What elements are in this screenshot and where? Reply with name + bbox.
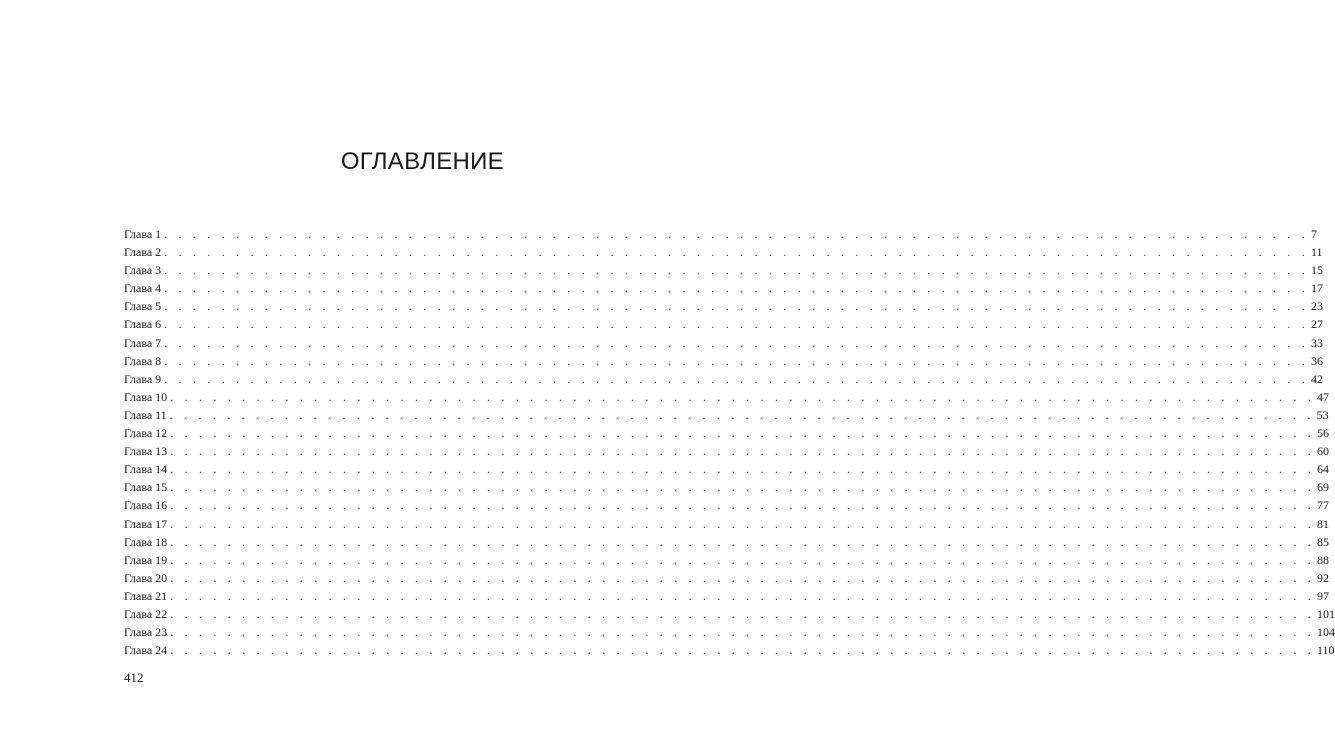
toc-entry — [124, 643, 1335, 661]
toc-entry — [124, 625, 1335, 643]
dot-leader: . . . . . . . . . . . . . . . . . . . . . . . . . . . . . . . . . . . . . . . . . . . . . . . . . . . . . . . . . . . . . . . . . . . . . . . . . . . . . . . . — [164, 227, 1309, 241]
toc-entry-page: 101 — [1317, 606, 1335, 621]
toc-entry-label: Глава 17 — [124, 516, 168, 531]
toc-entry-label: Глава 11 — [124, 407, 167, 422]
toc-entry-label: Глава 7 — [124, 335, 162, 350]
toc-entry — [124, 516, 1329, 535]
toc-entry-page: 56 — [1317, 426, 1329, 441]
toc-entry — [124, 317, 1323, 335]
dot-leader: . . . . . . . . . . . . . . . . . . . . . . . . . . . . . . . . . . . . . . . . . . . . . . . . . . . . . . . . . . . . . . . . . . . . . . . . . . . . . . . . — [170, 516, 1315, 531]
dot-leader: . . . . . . . . . . . . . . . . . . . . . . . . . . . . . . . . . . . . . . . . . . . . . . . . . . . . . . . . . . . . . . . . . . . . . . . . . . . . . . . . — [164, 353, 1309, 368]
toc-entry-label: Глава 8 — [124, 353, 162, 368]
toc-entry-label: Глава 4 — [124, 281, 162, 296]
toc-entry-page: 47 — [1317, 389, 1329, 404]
dot-leader: . . . . . . . . . . . . . . . . . . . . . . . . . . . . . . . . . . . . . . . . . . . . . . . . . . . . . . . . . . . . . . . . . . . . . . . . . . . . . . . . — [170, 606, 1315, 621]
toc-entry-label: Глава 5 — [124, 299, 162, 314]
toc-entry — [124, 498, 1329, 516]
dot-leader: . . . . . . . . . . . . . . . . . . . . . . . . . . . . . . . . . . . . . . . . . . . . . . . . . . . . . . . . . . . . . . . . . . . . . . . . . . . . . . . . — [170, 426, 1315, 441]
toc-entry — [124, 444, 1329, 462]
toc-entry — [124, 389, 1329, 408]
toc-entry-page: 11 — [1311, 245, 1323, 260]
toc-entry — [124, 353, 1323, 372]
toc-entry-page: 85 — [1317, 534, 1329, 549]
toc-entry — [124, 407, 1329, 426]
dot-leader: . . . . . . . . . . . . . . . . . . . . . . . . . . . . . . . . . . . . . . . . . . . . . . . . . . . . . . . . . . . . . . . . . . . . . . . . . . . . . . . . — [169, 407, 1315, 422]
toc-entry — [124, 534, 1329, 553]
toc-entry-label: Глава 3 — [124, 263, 162, 278]
dot-leader: . . . . . . . . . . . . . . . . . . . . . . . . . . . . . . . . . . . . . . . . . . . . . . . . . . . . . . . . . . . . . . . . . . . . . . . . . . . . . . . . — [164, 317, 1309, 332]
dot-leader: . . . . . . . . . . . . . . . . . . . . . . . . . . . . . . . . . . . . . . . . . . . . . . . . . . . . . . . . . . . . . . . . . . . . . . . . . . . . . . . . — [164, 263, 1309, 278]
table-of-contents — [124, 227, 1335, 661]
toc-entry-label: Глава 13 — [124, 444, 168, 459]
dot-leader: . . . . . . . . . . . . . . . . . . . . . . . . . . . . . . . . . . . . . . . . . . . . . . . . . . . . . . . . . . . . . . . . . . . . . . . . . . . . . . . . — [164, 371, 1309, 386]
toc-entry — [124, 281, 1323, 299]
dot-leader: . . . . . . . . . . . . . . . . . . . . . . . . . . . . . . . . . . . . . . . . . . . . . . . . . . . . . . . . . . . . . . . . . . . . . . . . . . . . . . . . — [170, 389, 1315, 404]
toc-entry-label: Глава 6 — [124, 317, 162, 332]
toc-entry — [124, 426, 1329, 444]
toc-entry-label: Глава 20 — [124, 570, 168, 585]
toc-entry-page: 104 — [1317, 625, 1335, 640]
dot-leader: . . . . . . . . . . . . . . . . . . . . . . . . . . . . . . . . . . . . . . . . . . . . . . . . . . . . . . . . . . . . . . . . . . . . . . . . . . . . . . . . — [170, 552, 1315, 567]
toc-entry-page: 69 — [1317, 480, 1329, 495]
toc-entry-page: 15 — [1311, 263, 1323, 278]
toc-entry-label: Глава 1 — [124, 227, 162, 241]
toc-entry-label: Глава 14 — [124, 462, 168, 477]
dot-leader: . . . . . . . . . . . . . . . . . . . . . . . . . . . . . . . . . . . . . . . . . . . . . . . . . . . . . . . . . . . . . . . . . . . . . . . . . . . . . . . . — [170, 462, 1315, 477]
toc-entry — [124, 570, 1329, 589]
page-number: 412 — [124, 670, 144, 685]
toc-entry — [124, 263, 1323, 281]
dot-leader: . . . . . . . . . . . . . . . . . . . . . . . . . . . . . . . . . . . . . . . . . . . . . . . . . . . . . . . . . . . . . . . . . . . . . . . . . . . . . . . . — [170, 498, 1315, 513]
toc-entry — [124, 245, 1323, 263]
toc-entry — [124, 371, 1323, 390]
toc-entry — [124, 552, 1329, 571]
toc-entry — [124, 335, 1323, 354]
toc-entry — [124, 227, 1317, 245]
toc-entry-label: Глава 24 — [124, 643, 168, 658]
toc-entry-page: 7 — [1311, 227, 1317, 241]
toc-entry-page: 97 — [1317, 588, 1329, 603]
toc-entry-label: Глава 19 — [124, 552, 168, 567]
toc-entry-page: 77 — [1317, 498, 1329, 513]
toc-entry — [124, 462, 1329, 480]
toc-entry — [124, 480, 1329, 498]
dot-leader: . . . . . . . . . . . . . . . . . . . . . . . . . . . . . . . . . . . . . . . . . . . . . . . . . . . . . . . . . . . . . . . . . . . . . . . . . . . . . . . . — [170, 480, 1315, 495]
dot-leader: . . . . . . . . . . . . . . . . . . . . . . . . . . . . . . . . . . . . . . . . . . . . . . . . . . . . . . . . . . . . . . . . . . . . . . . . . . . . . . . . — [164, 281, 1309, 296]
toc-entry — [124, 588, 1329, 607]
toc-entry-label: Глава 23 — [124, 625, 168, 640]
toc-entry-label: Глава 2 — [124, 245, 162, 260]
toc-entry-page: 53 — [1316, 407, 1329, 422]
toc-entry-page: 81 — [1317, 516, 1329, 531]
dot-leader: . . . . . . . . . . . . . . . . . . . . . . . . . . . . . . . . . . . . . . . . . . . . . . . . . . . . . . . . . . . . . . . . . . . . . . . . . . . . . . . . — [170, 534, 1315, 549]
toc-entry-page: 60 — [1317, 444, 1329, 459]
toc-entry-label: Глава 21 — [124, 588, 168, 603]
dot-leader: . . . . . . . . . . . . . . . . . . . . . . . . . . . . . . . . . . . . . . . . . . . . . . . . . . . . . . . . . . . . . . . . . . . . . . . . . . . . . . . . — [170, 643, 1315, 658]
dot-leader: . . . . . . . . . . . . . . . . . . . . . . . . . . . . . . . . . . . . . . . . . . . . . . . . . . . . . . . . . . . . . . . . . . . . . . . . . . . . . . . . — [170, 444, 1315, 459]
dot-leader: . . . . . . . . . . . . . . . . . . . . . . . . . . . . . . . . . . . . . . . . . . . . . . . . . . . . . . . . . . . . . . . . . . . . . . . . . . . . . . . . — [170, 625, 1315, 640]
toc-entry-page: 17 — [1311, 281, 1323, 296]
toc-entry-label: Глава 10 — [124, 389, 168, 404]
toc-entry-label: Глава 15 — [124, 480, 168, 495]
toc-entry-label: Глава 18 — [124, 534, 168, 549]
dot-leader: . . . . . . . . . . . . . . . . . . . . . . . . . . . . . . . . . . . . . . . . . . . . . . . . . . . . . . . . . . . . . . . . . . . . . . . . . . . . . . . . — [164, 299, 1309, 314]
toc-entry-page: 92 — [1317, 570, 1329, 585]
dot-leader: . . . . . . . . . . . . . . . . . . . . . . . . . . . . . . . . . . . . . . . . . . . . . . . . . . . . . . . . . . . . . . . . . . . . . . . . . . . . . . . . — [170, 570, 1315, 585]
toc-entry-page: 23 — [1311, 299, 1323, 314]
toc-entry-page: 36 — [1311, 353, 1323, 368]
toc-entry-page: 42 — [1311, 371, 1323, 386]
toc-entry — [124, 299, 1323, 317]
dot-leader: . . . . . . . . . . . . . . . . . . . . . . . . . . . . . . . . . . . . . . . . . . . . . . . . . . . . . . . . . . . . . . . . . . . . . . . . . . . . . . . . — [164, 335, 1309, 350]
toc-entry-page: 27 — [1311, 317, 1323, 332]
toc-entry-page: 64 — [1317, 462, 1329, 477]
toc-entry-label: Глава 16 — [124, 498, 168, 513]
toc-entry — [124, 606, 1335, 625]
toc-entry-label: Глава 22 — [124, 606, 168, 621]
toc-entry-label: Глава 9 — [124, 371, 162, 386]
toc-entry-page: 33 — [1311, 335, 1323, 350]
toc-entry-label: Глава 12 — [124, 426, 168, 441]
toc-entry-page: 88 — [1317, 552, 1329, 567]
page-title: ОГЛАВЛЕНИЕ — [340, 148, 504, 175]
dot-leader: . . . . . . . . . . . . . . . . . . . . . . . . . . . . . . . . . . . . . . . . . . . . . . . . . . . . . . . . . . . . . . . . . . . . . . . . . . . . . . . . — [164, 245, 1309, 260]
dot-leader: . . . . . . . . . . . . . . . . . . . . . . . . . . . . . . . . . . . . . . . . . . . . . . . . . . . . . . . . . . . . . . . . . . . . . . . . . . . . . . . . — [170, 588, 1315, 603]
toc-entry-page: 110 — [1317, 643, 1335, 658]
